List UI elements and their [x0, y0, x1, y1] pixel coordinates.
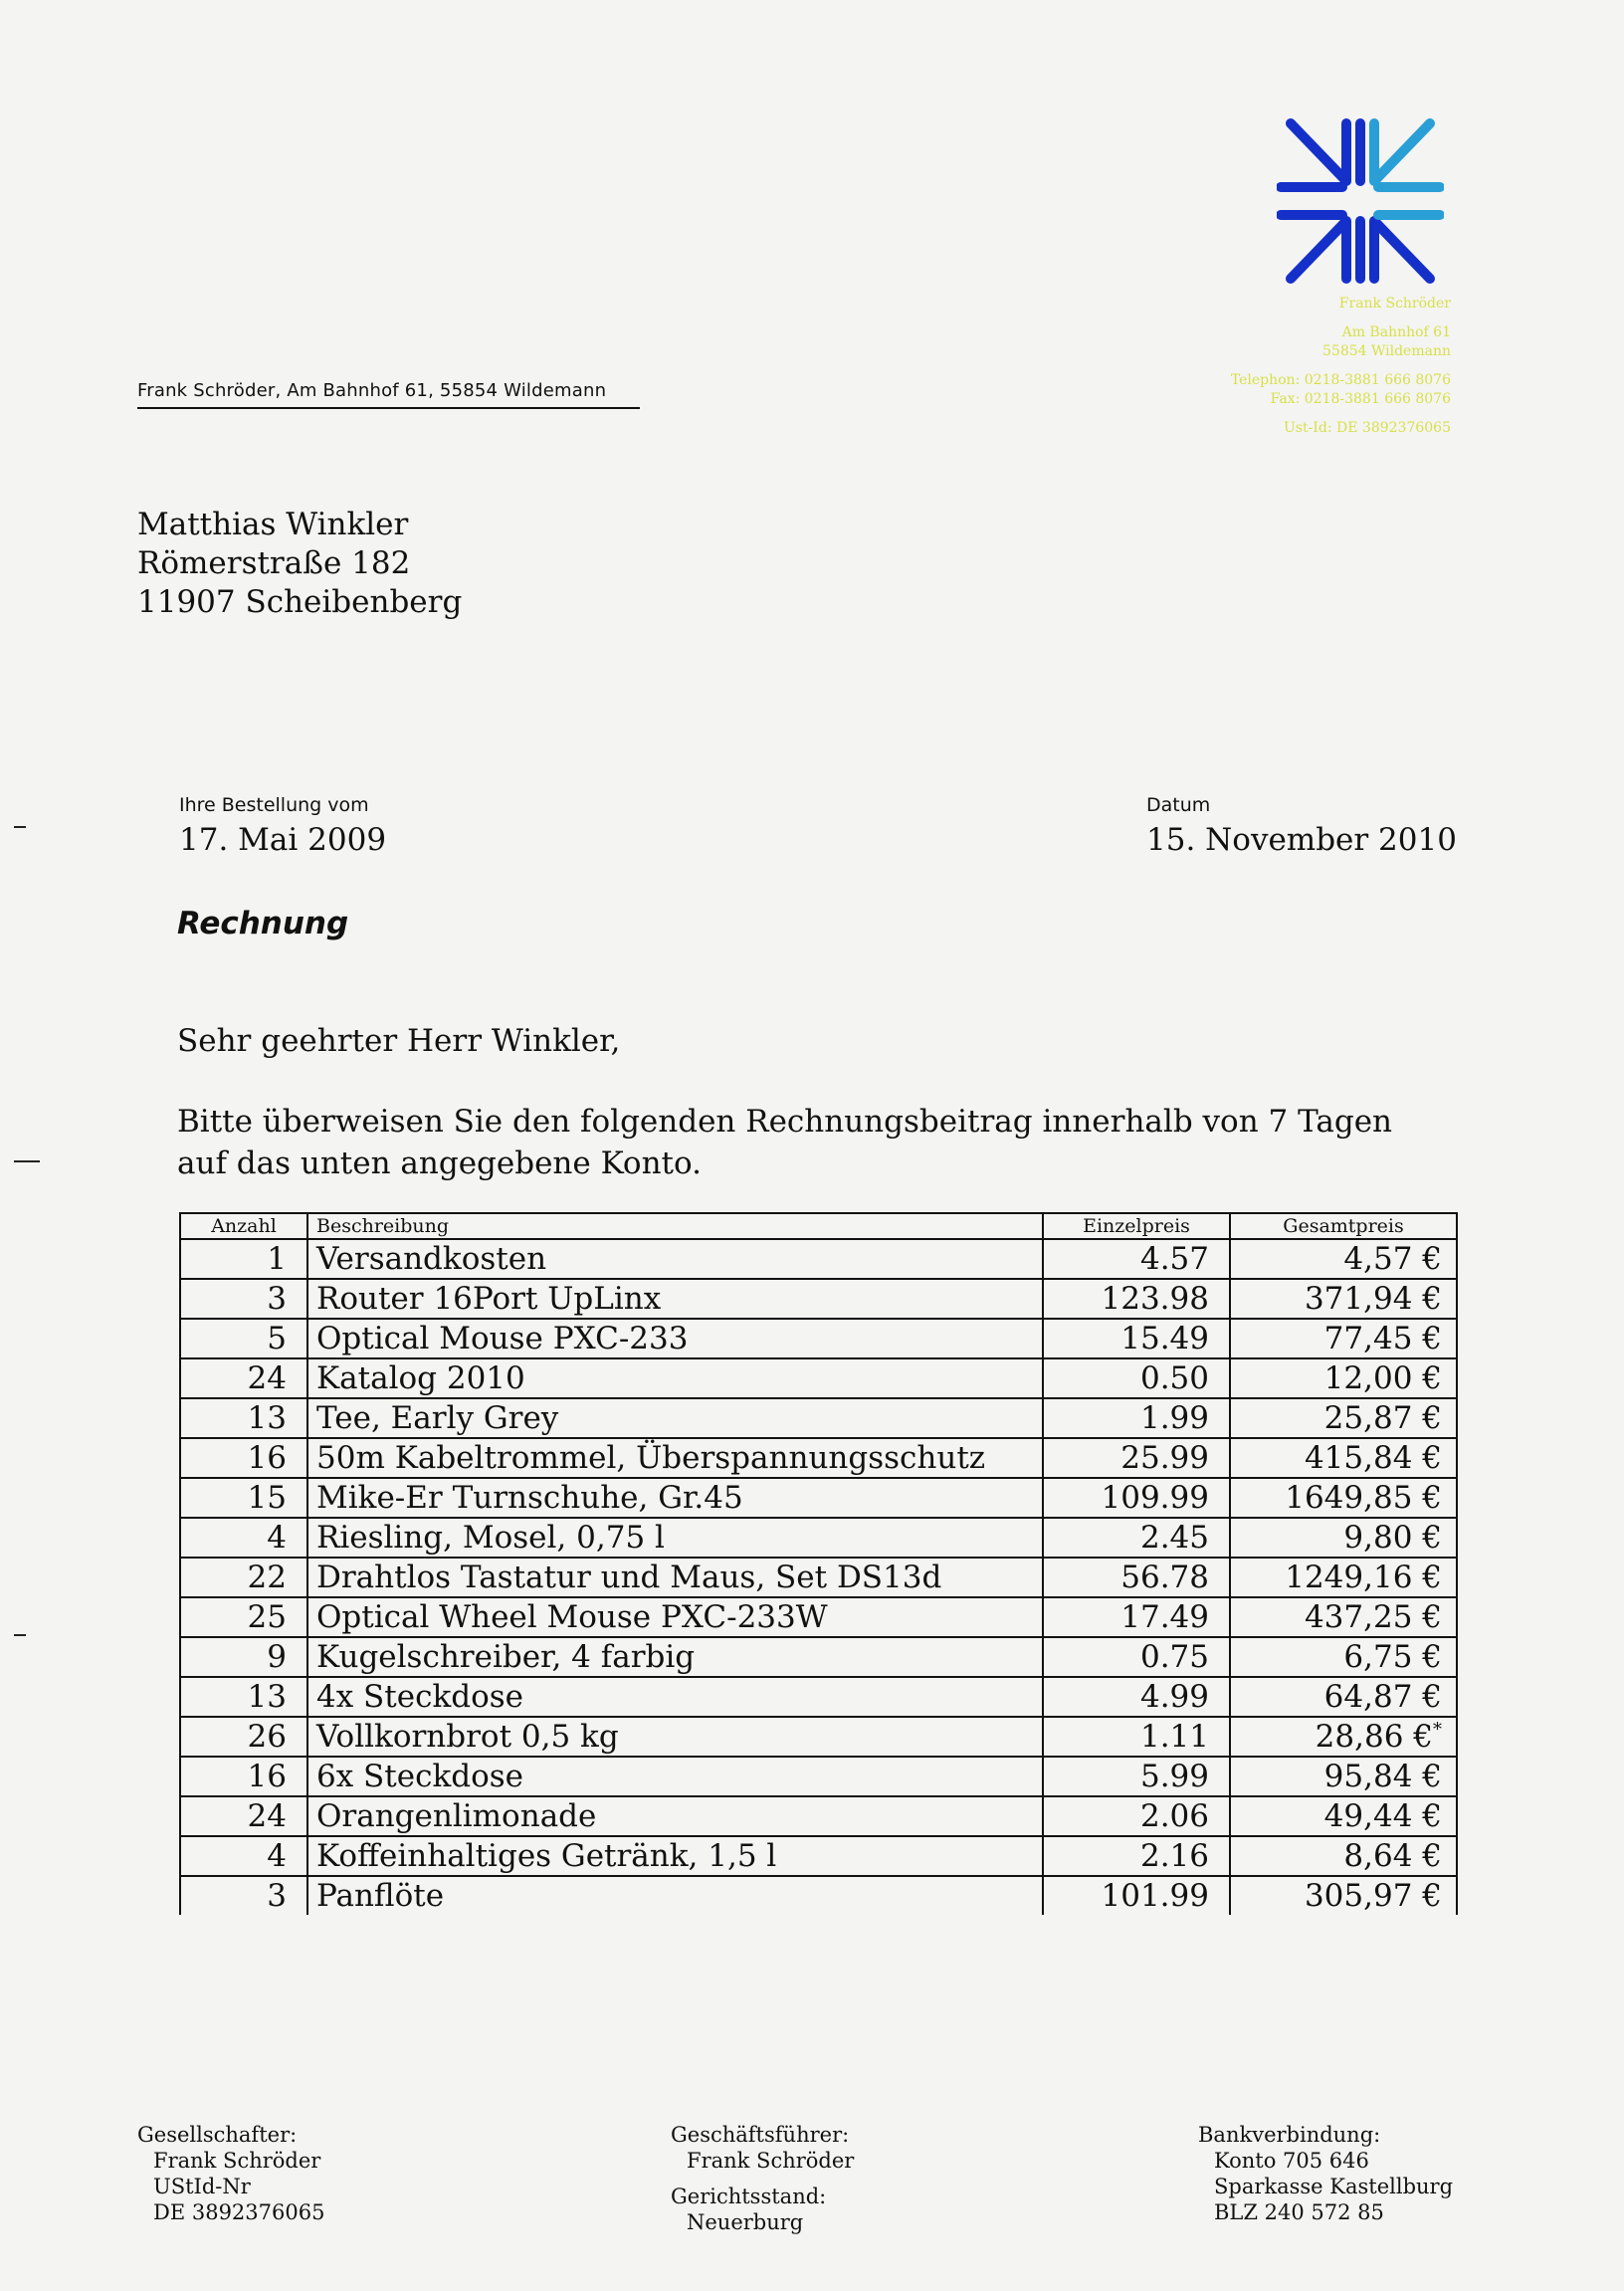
item-qty: 9 [180, 1637, 307, 1677]
punch-mark [14, 1160, 40, 1162]
phone-value: 0218-3881 666 8076 [1304, 372, 1451, 388]
item-total-price: 12,00 € [1230, 1358, 1457, 1398]
item-qty: 3 [180, 1876, 307, 1915]
footnote-mark: * [1433, 1719, 1442, 1741]
body-line-2: auf das unten angegebene Konto. [177, 1146, 702, 1181]
item-qty: 5 [180, 1319, 307, 1358]
item-unit-price: 17.49 [1043, 1597, 1230, 1637]
item-qty: 22 [180, 1558, 307, 1597]
item-unit-price: 4.99 [1043, 1677, 1230, 1717]
item-total-price [1230, 1717, 1457, 1757]
table-row [180, 1717, 1457, 1757]
item-description: Kugelschreiber, 4 farbig [307, 1637, 1043, 1677]
header-einzelpreis: Einzelpreis [1043, 1213, 1230, 1239]
item-description: Drahtlos Tastatur und Maus, Set DS13d [307, 1558, 1043, 1597]
table-row [180, 1478, 1457, 1518]
item-total-price: 25,87 € [1230, 1398, 1457, 1438]
document-title: Rechnung [177, 906, 349, 941]
company-logo-icon [1277, 117, 1444, 285]
recipient-name: Matthias Winkler [137, 507, 409, 542]
ustid-label: UStId-Nr [153, 2175, 251, 2198]
bank-label: Bankverbindung: [1198, 2123, 1381, 2147]
item-unit-price: 5.99 [1043, 1757, 1230, 1796]
item-unit-price: 2.06 [1043, 1796, 1230, 1836]
gericht-label: Gerichtsstand: [671, 2185, 827, 2208]
item-total-price: 371,94 € [1230, 1279, 1457, 1319]
recipient-city: 11907 Scheibenberg [137, 584, 463, 620]
table-row [180, 1836, 1457, 1876]
item-description: Orangenlimonade [307, 1796, 1043, 1836]
table-row [180, 1637, 1457, 1677]
item-qty: 13 [180, 1398, 307, 1438]
item-total-price: 1249,16 € [1230, 1558, 1457, 1597]
item-unit-price: 15.49 [1043, 1319, 1230, 1358]
company-info [1231, 295, 1451, 438]
gesellschafter-name: Frank Schröder [153, 2149, 321, 2173]
item-description: Koffeinhaltiges Getränk, 1,5 l [307, 1836, 1043, 1876]
fold-mark-bottom [14, 1634, 26, 1636]
footer-geschaeftsfuehrer [671, 2122, 854, 2235]
item-qty: 24 [180, 1358, 307, 1398]
table-row [180, 1597, 1457, 1637]
phone-label: Telephon: [1230, 372, 1301, 388]
body-text [177, 1101, 1471, 1184]
item-description: Katalog 2010 [307, 1358, 1043, 1398]
table-row [180, 1319, 1457, 1358]
item-description: Router 16Port UpLinx [307, 1279, 1043, 1319]
item-unit-price: 1.99 [1043, 1398, 1230, 1438]
gericht-value: Neuerburg [687, 2210, 804, 2234]
item-unit-price: 101.99 [1043, 1876, 1230, 1915]
body-line-1: Bitte überweisen Sie den folgenden Rechnungsbeitrag innerhalb von 7 Tagen [177, 1104, 1393, 1140]
header-beschreibung: Beschreibung [307, 1213, 1043, 1239]
item-total-price: 95,84 € [1230, 1757, 1457, 1796]
item-description: Mike-Er Turnschuhe, Gr.45 [307, 1478, 1043, 1518]
table-row [180, 1796, 1457, 1836]
salutation: Sehr geehrter Herr Winkler, [177, 1023, 621, 1059]
company-fax [1231, 390, 1451, 409]
sender-line: Frank Schröder, Am Bahnhof 61, 55854 Wildemann [137, 380, 640, 409]
item-unit-price: 109.99 [1043, 1478, 1230, 1518]
company-phone [1231, 371, 1451, 390]
invoice-date-value: 15. November 2010 [1146, 822, 1457, 858]
item-total-price: 437,25 € [1230, 1597, 1457, 1637]
item-description: Tee, Early Grey [307, 1398, 1043, 1438]
item-qty: 16 [180, 1438, 307, 1478]
gesellschafter-label: Gesellschafter: [137, 2123, 298, 2147]
item-qty: 15 [180, 1478, 307, 1518]
header-anzahl: Anzahl [180, 1213, 307, 1239]
table-row [180, 1677, 1457, 1717]
item-qty: 13 [180, 1677, 307, 1717]
footer-bank [1198, 2122, 1453, 2225]
fax-value: 0218-3881 666 8076 [1304, 391, 1451, 407]
item-qty: 1 [180, 1239, 307, 1279]
item-unit-price: 1.11 [1043, 1717, 1230, 1757]
item-total-price: 6,75 € [1230, 1637, 1457, 1677]
item-unit-price: 123.98 [1043, 1279, 1230, 1319]
item-qty: 24 [180, 1796, 307, 1836]
item-total-price: 77,45 € [1230, 1319, 1457, 1358]
table-row [180, 1358, 1457, 1398]
item-description: Optical Wheel Mouse PXC-233W [307, 1597, 1043, 1637]
bank-konto: Konto 705 646 [1214, 2149, 1369, 2173]
item-qty: 25 [180, 1597, 307, 1637]
table-row [180, 1757, 1457, 1796]
table-row [180, 1239, 1457, 1279]
item-qty: 26 [180, 1717, 307, 1757]
company-ustid: Ust-Id: DE 3892376065 [1284, 420, 1451, 436]
item-total-price: 64,87 € [1230, 1677, 1457, 1717]
item-total-price: 9,80 € [1230, 1518, 1457, 1558]
item-total-price: 1649,85 € [1230, 1478, 1457, 1518]
item-qty: 16 [180, 1757, 307, 1796]
table-row [180, 1876, 1457, 1915]
order-date-label: Ihre Bestellung vom [179, 794, 369, 816]
fold-mark-top [14, 826, 26, 828]
item-total-price: 49,44 € [1230, 1796, 1457, 1836]
item-description: 4x Steckdose [307, 1677, 1043, 1717]
invoice-date-label: Datum [1146, 794, 1211, 816]
item-description: Versandkosten [307, 1239, 1043, 1279]
item-description: Riesling, Mosel, 0,75 l [307, 1518, 1043, 1558]
gf-name: Frank Schröder [687, 2149, 855, 2173]
ustid-value: DE 3892376065 [153, 2200, 325, 2224]
bank-name: Sparkasse Kastellburg [1214, 2175, 1454, 2198]
table-header-row [180, 1213, 1457, 1239]
item-qty: 3 [180, 1279, 307, 1319]
table-row [180, 1518, 1457, 1558]
item-unit-price: 56.78 [1043, 1558, 1230, 1597]
item-description: Vollkornbrot 0,5 kg [307, 1717, 1043, 1757]
recipient-address [137, 506, 462, 622]
item-description: 6x Steckdose [307, 1757, 1043, 1796]
fax-label: Fax: [1270, 391, 1301, 407]
item-unit-price: 25.99 [1043, 1438, 1230, 1478]
item-unit-price: 0.75 [1043, 1637, 1230, 1677]
item-unit-price: 2.16 [1043, 1836, 1230, 1876]
item-unit-price: 4.57 [1043, 1239, 1230, 1279]
company-street: Am Bahnhof 61 [1341, 324, 1451, 340]
footer-gesellschafter [137, 2122, 324, 2225]
item-total-price: 4,57 € [1230, 1239, 1457, 1279]
order-date-value: 17. Mai 2009 [179, 822, 387, 858]
bank-blz: BLZ 240 572 85 [1214, 2200, 1384, 2224]
item-total-price: 8,64 € [1230, 1836, 1457, 1876]
item-description: Optical Mouse PXC-233 [307, 1319, 1043, 1358]
invoice-items-table [179, 1212, 1458, 1915]
item-description: Panflöte [307, 1876, 1043, 1915]
table-row [180, 1558, 1457, 1597]
table-row [180, 1398, 1457, 1438]
gf-label: Geschäftsführer: [671, 2123, 850, 2147]
item-unit-price: 0.50 [1043, 1358, 1230, 1398]
item-total-price: 415,84 € [1230, 1438, 1457, 1478]
header-gesamtpreis: Gesamtpreis [1230, 1213, 1457, 1239]
item-total-price: 305,97 € [1230, 1876, 1457, 1915]
table-row [180, 1279, 1457, 1319]
company-city: 55854 Wildemann [1322, 343, 1451, 359]
item-total-value: 28,86 € [1315, 1719, 1433, 1755]
item-qty: 4 [180, 1836, 307, 1876]
item-description: 50m Kabeltrommel, Überspannungsschutz [307, 1438, 1043, 1478]
table-row [180, 1438, 1457, 1478]
item-unit-price: 2.45 [1043, 1518, 1230, 1558]
item-qty: 4 [180, 1518, 307, 1558]
company-name: Frank Schröder [1338, 296, 1451, 312]
recipient-street: Römerstraße 182 [137, 545, 411, 581]
